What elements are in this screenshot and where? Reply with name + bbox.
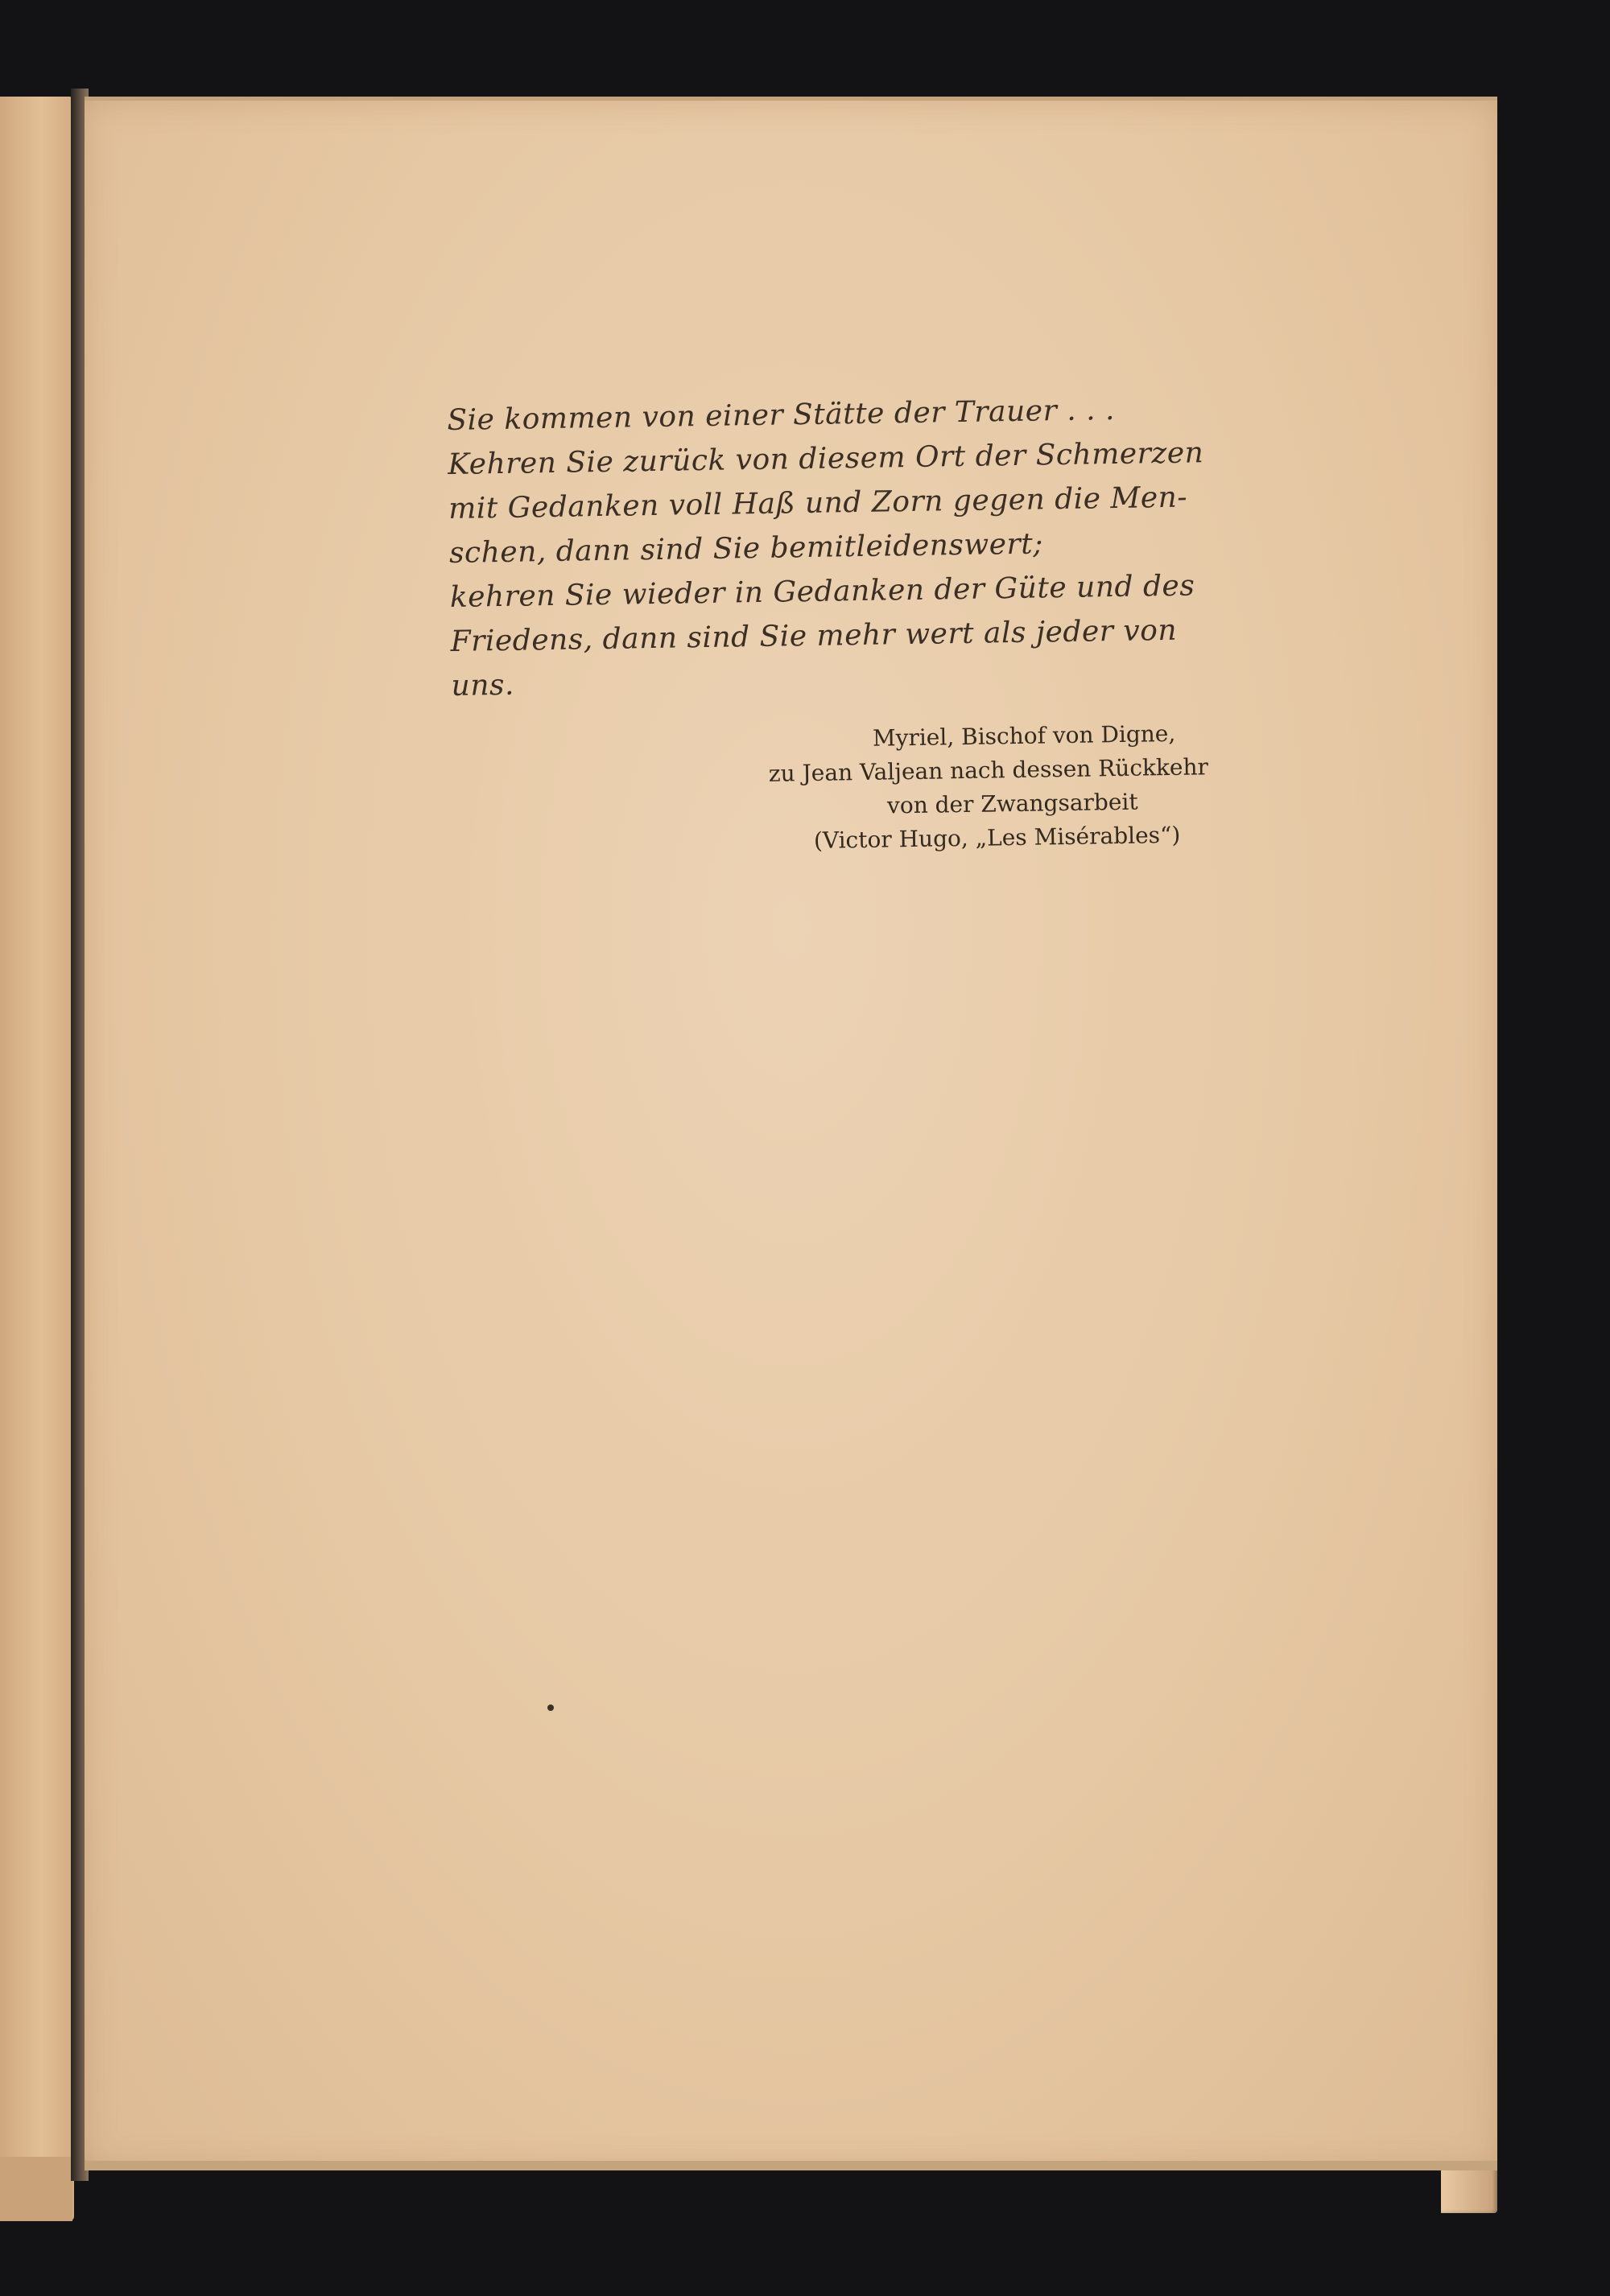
attribution-line: (Victor Hugo, „Les Misérables“) [813, 821, 1181, 854]
quote-line: Sie kommen von einer Stätte der Trauer . . . [447, 393, 1116, 437]
quote-line: kehren Sie wieder in Gedanken der Güte und des [449, 569, 1195, 614]
left-page-edge [0, 97, 74, 2221]
page-bottom-edge [85, 2161, 1497, 2170]
attribution-line: zu Jean Valjean nach dessen Rückkehr [768, 753, 1209, 787]
attribution-line: Myriel, Bischof von Digne, [872, 719, 1176, 752]
ink-speck [547, 1704, 554, 1711]
quote-attribution [708, 716, 1210, 859]
quote-line: schen, dann sind Sie bemitleidenswert; [448, 527, 1044, 570]
attribution-line: von der Zwangsarbeit [886, 788, 1138, 819]
quote-line: Friedens, dann sind Sie mehr wert als jeder von [450, 613, 1178, 658]
quote-line: Kehren Sie zurück von diesem Ort der Schmerzen [447, 436, 1204, 481]
left-page-corner [0, 2157, 72, 2221]
quote-line: mit Gedanken voll Haß und Zorn gegen die Men- [448, 480, 1188, 526]
quote-line: uns. [451, 668, 515, 703]
epigraph-quote [447, 386, 1224, 708]
